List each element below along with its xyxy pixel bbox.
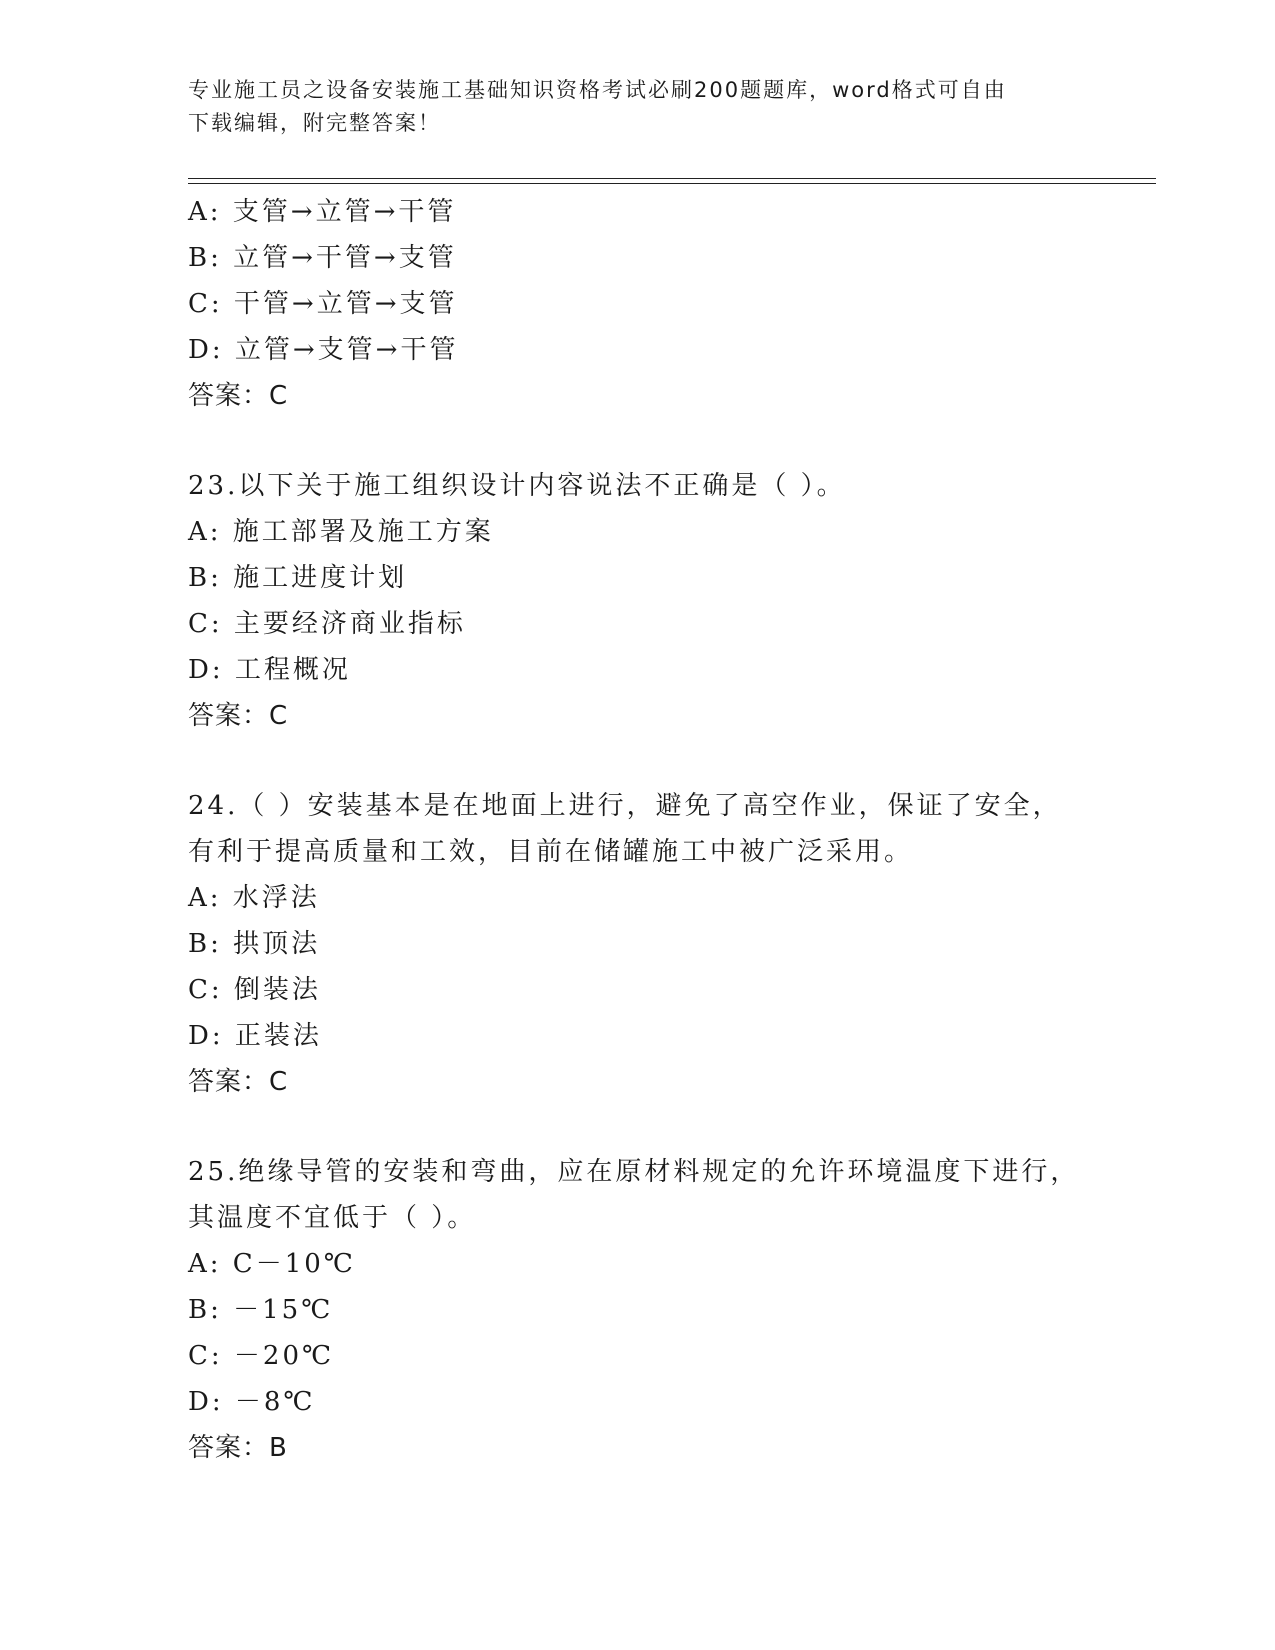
answer: 答案：B: [188, 1433, 288, 1463]
option-c: C: －20℃: [188, 1341, 335, 1371]
option-d: D: 工程概况: [188, 655, 351, 685]
question-24: [188, 783, 1148, 1105]
option-c: C: 干管→立管→支管: [188, 289, 458, 319]
option-d: D: －8℃: [188, 1387, 316, 1417]
header-title-line-2: 下载编辑，附完整答案！: [188, 111, 441, 135]
option-a: A: 支管→立管→干管: [188, 197, 457, 227]
document-header: [188, 74, 1068, 140]
question-spacer: [188, 419, 1148, 463]
option-d: D: 正装法: [188, 1021, 322, 1051]
option-c: C: 主要经济商业指标: [188, 609, 466, 639]
question-spacer: [188, 1105, 1148, 1149]
question-text-line-2: 有利于提高质量和工效，目前在储罐施工中被广泛采用。: [188, 837, 914, 867]
header-divider-top: [188, 178, 1156, 179]
header-divider-bottom: [188, 183, 1156, 184]
question-text-line-2: 其温度不宜低于（ ）。: [188, 1203, 477, 1233]
answer: 答案：C: [188, 1067, 289, 1097]
question-text-line-1: 25.绝缘导管的安装和弯曲，应在原材料规定的允许环境温度下进行，: [188, 1157, 1080, 1187]
option-a: A: 施工部署及施工方案: [188, 517, 494, 547]
question-23: [188, 463, 1148, 739]
answer: 答案：C: [188, 701, 289, 731]
question-list: [188, 189, 1148, 1471]
question-25: [188, 1149, 1148, 1471]
question-text-line-1: 24.（ ）安装基本是在地面上进行，避免了高空作业，保证了安全，: [188, 791, 1062, 821]
header-title-line-1: 专业施工员之设备安装施工基础知识资格考试必刷200题题库，word格式可自由: [188, 78, 1007, 102]
option-b: B: 立管→干管→支管: [188, 243, 457, 273]
option-b: B: 拱顶法: [188, 929, 321, 959]
option-c: C: 倒装法: [188, 975, 321, 1005]
option-b: B: －15℃: [188, 1295, 334, 1325]
option-a: A: C－10℃: [188, 1249, 356, 1279]
option-a: A: 水浮法: [188, 883, 320, 913]
option-b: B: 施工进度计划: [188, 563, 408, 593]
question-spacer: [188, 739, 1148, 783]
question-text: 23.以下关于施工组织设计内容说法不正确是（ ）。: [188, 471, 846, 501]
question-22: [188, 189, 1148, 419]
option-d: D: 立管→支管→干管: [188, 335, 459, 365]
answer: 答案：C: [188, 381, 289, 411]
